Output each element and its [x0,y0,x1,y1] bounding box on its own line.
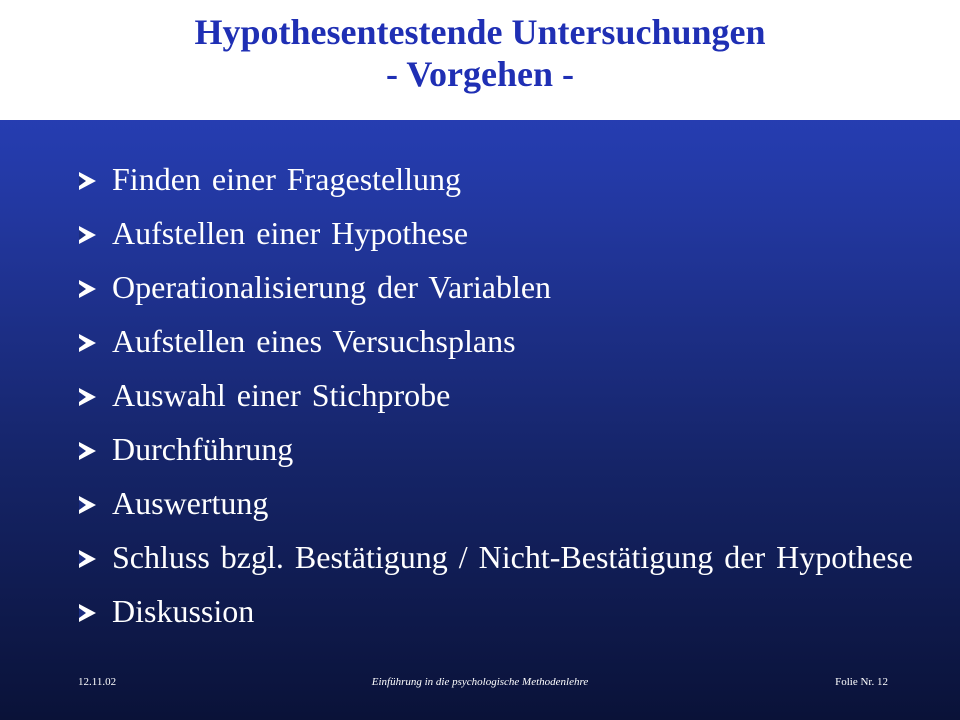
bullet-text: Diskussion [112,593,255,629]
slide-footer [0,672,960,696]
arrowhead-bullet-icon [79,280,96,298]
arrowhead-bullet-icon [79,172,96,190]
bullet-item [76,430,936,469]
bullet-item [76,268,936,307]
footer-course-title: Einführung in die psychologische Methodenlehre [371,676,589,688]
slide-title [0,0,960,95]
arrowhead-bullet-icon [79,550,96,568]
bullet-item [76,376,936,415]
bullet-text: Operationalisierung der Variablen [112,269,552,305]
bullet-item [76,484,936,523]
title-line-2: - Vorgehen - [386,54,574,94]
bullet-item [76,214,936,253]
bullet-item [76,592,936,631]
arrowhead-bullet-icon [79,496,96,514]
bullet-text: Auswertung [112,485,269,521]
bullet-item [76,538,936,577]
bullet-text: Schluss bzgl. Bestätigung / Nicht-Bestätigung der Hypothese [112,539,913,575]
bullet-item [76,322,936,361]
bullet-list [76,160,936,646]
bullet-text: Aufstellen einer Hypothese [112,215,469,251]
bullet-item [76,160,936,199]
arrowhead-bullet-icon [79,388,96,406]
bullet-text: Auswahl einer Stichprobe [112,377,451,413]
title-line-1: Hypothesentestende Untersuchungen [194,12,766,52]
arrowhead-bullet-icon [79,226,96,244]
footer-slide-number: Folie Nr. 12 [835,676,888,688]
footer-date: 12.11.02 [78,676,117,688]
bullet-text: Durchführung [112,431,294,467]
bullet-text: Aufstellen eines Versuchsplans [112,323,516,359]
arrowhead-bullet-icon [79,604,96,622]
arrowhead-bullet-icon [79,442,96,460]
arrowhead-bullet-icon [79,334,96,352]
title-area [0,0,960,120]
bullet-text: Finden einer Fragestellung [112,161,462,197]
